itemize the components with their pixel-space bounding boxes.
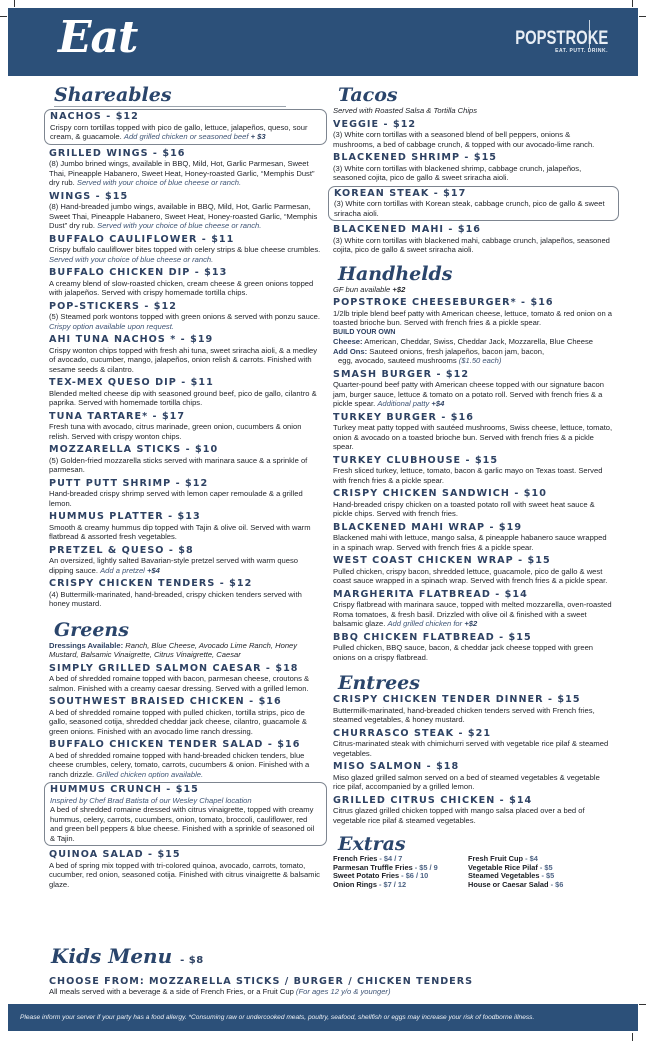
item-description [49, 312, 321, 331]
item-name: CRISPY CHICKEN SANDWICH - $10 [333, 488, 547, 499]
item-name: GRILLED WINGS - $16 [49, 147, 186, 159]
item-name: GRILLED CITRUS CHICKEN - $14 [333, 794, 533, 806]
section-title: Shareables [54, 84, 172, 106]
item-name: BBQ CHICKEN FLATBREAD - $15 [333, 631, 532, 643]
item-desc-text: Pulled chicken, BBQ sauce, bacon, & cheddar jack cheese topped with green onions on a crispy flatbread. [333, 643, 594, 662]
item-description [333, 567, 613, 586]
menu-item [49, 478, 321, 509]
item-description [333, 643, 613, 662]
crop-mark [639, 1004, 646, 1005]
item-description [333, 130, 613, 149]
item-desc-text: (4) Buttermilk-marinated, hand-breaded, crispy chicken tenders served with honey mustard. [49, 589, 302, 608]
item-description [333, 706, 613, 725]
item-description [49, 346, 321, 375]
item-desc-text: Fresh sliced turkey, lettuce, tomato, bacon & garlic mayo on Texas toast. Served with french fries & a pickle spear. [333, 466, 603, 485]
item-note-price: + $3 [250, 132, 266, 141]
item-desc-text: A bed of shredded romaine topped with hand-breaded chicken tenders, blue cheese crumbles, celery, tomato, carrots, cucumbers & onion. Finished with a ranch drizzle. [49, 750, 310, 779]
item-note: Served with your choice of blue cheese or ranch. [49, 254, 214, 264]
item-description [333, 164, 613, 183]
extra-price: - $5 [537, 862, 553, 872]
featured-menu-item [44, 109, 327, 145]
item-desc-text: (5) Steamed pork wontons topped with green onions & served with ponzu sauce. [49, 312, 321, 321]
item-description [49, 159, 321, 188]
item-name: TUNA TARTARE* - $17 [49, 410, 186, 422]
item-description [333, 533, 613, 552]
extra-item [468, 881, 608, 890]
item-note: Add grilled chicken or seasoned beef [123, 132, 249, 141]
item-desc-text: A bed of spring mix topped with tri-colored quinoa, avocado, carrots, tomato, cucumber, red onion, seasoned cotija. Finished with citrus vinaigrette & balsamic glaze. [49, 860, 320, 889]
featured-menu-item [44, 782, 327, 846]
menu-item [333, 632, 613, 663]
item-desc-text: (8) Hand-breaded jumbo wings, available in BBQ, Mild, Hot, Garlic Parmesan, Sweet Thai, Pineapple Habanero, Sweet Heat, Honey-roasted Garlic, “Memphis Dust” dry rub. [49, 202, 318, 230]
item-desc-text: Crispy flatbread with marinara sauce, topped with melted mozzarella, oven-roasted Roma tomatoes, & fresh basil. Drizzled with olive oil & finished with a sweet balsamic glaze. [333, 600, 612, 628]
item-note-price: +$4 [146, 565, 160, 575]
extra-price: - $4 / 7 [377, 854, 403, 863]
item-note: Served with your choice of blue cheese or ranch. [97, 221, 262, 230]
item-note-price: +$2 [464, 619, 478, 628]
item-desc-text: Citrus-marinated steak with chimichurri served with vegetable rice pilaf & steamed vegetables. [333, 739, 609, 758]
item-description [334, 199, 613, 218]
addon-options-cont [333, 356, 613, 366]
item-desc-text: Miso glazed grilled salmon served on a bed of steamed vegetables & vegetable rice pilaf, accompanied by a grilled lemon. [333, 772, 600, 791]
addons-list-2: egg, avocado, sauteed mushrooms [338, 356, 457, 365]
crop-mark [0, 16, 7, 17]
section-extras [333, 833, 613, 889]
divider [54, 106, 286, 107]
menu-item [49, 444, 321, 475]
item-name: HUMMUS PLATTER - $13 [49, 511, 201, 522]
item-name: CRISPY CHICKEN TENDER DINNER - $15 [333, 694, 581, 705]
item-description [49, 590, 321, 609]
section-note [333, 285, 613, 295]
menu-item [49, 849, 321, 889]
left-column [49, 84, 321, 892]
item-desc-text: A bed of shredded romaine topped with bacon, parmesan cheese, croutons & salmon. Finished with a creamy caesar dressing. Served with a grilled lemon. [49, 674, 310, 693]
item-name: TEX-MEX QUESO DIP - $11 [49, 377, 214, 388]
extra-name: Parmesan Truffle Fries [333, 862, 413, 872]
item-note: Grilled chicken option available. [96, 769, 204, 779]
menu-item-list [49, 109, 321, 609]
extras-list [333, 855, 613, 889]
menu-item [333, 119, 613, 150]
menu-item [333, 455, 613, 486]
item-note: Add a pretzel [100, 565, 145, 575]
item-desc-text: Blackened mahi with lettuce, mango salsa, & pineapple habanero sauce wrapped in a spinach wrap. Served with french fries & a pickle spear. [333, 533, 607, 552]
extra-name: Vegetable Rice Pilaf [468, 862, 538, 872]
crop-mark [14, 0, 15, 7]
section-entrees [333, 672, 613, 825]
right-column [333, 84, 613, 889]
menu-item-list [333, 369, 613, 663]
menu-item-list [333, 119, 613, 255]
item-note: Crispy option available upon request. [49, 321, 174, 331]
section-title: Entrees [338, 672, 420, 694]
section-kids-menu [49, 944, 609, 997]
section-shareables [49, 84, 321, 609]
item-desc-text: Crispy corn tortillas topped with pico de gallo, lettuce, jalapeños, queso, sour cream, & guacamole. [50, 122, 308, 141]
menu-item [49, 696, 321, 736]
item-subtitle: Inspired by Chef Brad Batista of our Wesley Chapel location [50, 795, 252, 805]
popstroke-logo [489, 28, 608, 54]
extra-name: House or Caesar Salad [468, 879, 549, 889]
item-name: WINGS - $15 [49, 190, 129, 202]
item-name: QUINOA SALAD - $15 [49, 849, 181, 860]
build-your-own-heading: BUILD YOUR OWN [333, 328, 396, 336]
item-name: MOZZARELLA STICKS - $10 [49, 444, 219, 455]
addons-list: Sauteed onions, fresh jalapeños, bacon jam, bacon, [369, 346, 545, 356]
item-note-price: +$4 [431, 399, 445, 408]
item-description [49, 556, 321, 575]
item-note: Add grilled chicken for [387, 619, 463, 628]
menu-item [333, 224, 613, 255]
item-name: BUFFALO CHICKEN DIP - $13 [49, 267, 228, 278]
item-desc-text: Crispy buffalo cauliflower bites topped with celery strips & blue cheese crumbles. [49, 245, 321, 254]
extra-price: - $6 / 10 [399, 871, 429, 881]
item-desc-text: Blended melted cheese dip with seasoned ground beef, pico de gallo, cilantro & paprika. Served with homemade tortilla chips. [49, 388, 317, 407]
item-description [50, 805, 321, 843]
item-description [333, 773, 613, 792]
crop-mark [632, 1033, 633, 1041]
item-name: CHURRASCO STEAK - $21 [333, 727, 492, 739]
page-title: Eat [58, 12, 138, 63]
featured-menu-item [328, 186, 619, 222]
item-name: BUFFALO CHICKEN TENDER SALAD - $16 [49, 739, 301, 750]
item-name: CRISPY CHICKEN TENDERS - $12 [49, 578, 253, 589]
section-handhelds [333, 263, 613, 663]
extra-price: - $7 / 12 [376, 879, 407, 889]
item-description [49, 202, 321, 231]
item-desc-text: A bed of shredded romaine topped with pulled chicken, tortilla strips, pico de gallo, seasoned cotija, shredded cheddar jack cheese, cilantro, guacamole & green onions. Finished with an avocado lime ranch dressing. [49, 707, 307, 736]
item-desc-text: Fresh tuna with avocado, citrus marinade, green onion, cucumbers & onion relish. Served with crispy wonton chips. [49, 422, 302, 441]
section-note: Served with Roasted Salsa & Tortilla Chips [333, 106, 478, 115]
addons-label: Add Ons: [333, 346, 368, 356]
item-desc-text: Pulled chicken, crispy bacon, shredded lettuce, guacamole, pico de gallo & west coast sauce wrapped in a spinach wrap. Served with french fries & a pickle spear. [333, 566, 608, 585]
menu-item [333, 152, 613, 183]
item-name: HUMMUS CRUNCH - $15 [50, 784, 199, 795]
gf-bun-note: GF bun available [333, 284, 391, 294]
item-desc-text: Smooth & creamy hummus dip topped with Tajin & olive oil. Served with warm flatbread & assorted fresh vegetables. [49, 522, 311, 541]
menu-item [333, 488, 613, 519]
item-name: BUFFALO CAULIFLOWER - $11 [49, 233, 235, 245]
item-description [333, 600, 613, 629]
item-name: BLACKENED MAHI - $16 [333, 224, 482, 235]
menu-item [49, 578, 321, 609]
menu-item [49, 377, 321, 408]
section-title: Handhelds [338, 262, 453, 285]
menu-item [333, 522, 613, 553]
item-name: AHI TUNA NACHOS * - $19 [49, 334, 214, 345]
extra-name: Fresh Fruit Cup [468, 854, 524, 863]
section-title: Tacos [338, 84, 398, 106]
menu-item-list [49, 663, 321, 890]
item-desc-text: Quarter-pound beef patty with American cheese topped with our signature bacon jam, burger sauce, lettuce & tomato on a potato roll. Served with french fries & a pickle spear. [333, 380, 605, 408]
item-description [49, 708, 321, 737]
section-title: Kids Menu [51, 944, 173, 968]
menu-item [49, 267, 321, 298]
section-title: Extras [338, 833, 406, 855]
item-description [333, 380, 613, 409]
extra-name: Sweet Potato Fries [333, 871, 400, 881]
item-name: SOUTHWEST BRAISED CHICKEN - $16 [49, 696, 282, 707]
menu-header [8, 8, 638, 76]
menu-item [333, 589, 613, 629]
item-description [50, 123, 321, 142]
item-desc-text: Turkey meat patty topped with sautéed mushrooms, Swiss cheese, lettuce, tomato, onion & avocado on a toasted brioche bun. Served with french fries & a pickle spear. [333, 423, 613, 451]
kids-title-row [49, 944, 609, 968]
item-description [49, 489, 321, 508]
allergy-disclaimer: Please inform your server if your party has a food allergy. *Consuming raw or undercooked meats, poultry, seafood, shellfish or eggs may increase your risk of foodborne illness. [20, 1014, 535, 1021]
logo-tagline: EAT. PUTT. DRINK. [555, 48, 608, 54]
menu-item [333, 728, 613, 759]
kids-desc-text: All meals served with a beverage & a side of French Fries, or a Fruit Cup [49, 987, 294, 996]
menu-item [333, 694, 613, 725]
menu-item [333, 297, 613, 366]
addons-price: ($1.50 each) [458, 356, 502, 365]
extra-price: - $6 [548, 879, 564, 889]
item-description: 1/2lb triple blend beef patty with American cheese, lettuce, tomato & red onion on a toasted brioche bun. Served with french fries & a pickle spear. [333, 308, 613, 327]
item-name: TURKEY CLUBHOUSE - $15 [333, 454, 499, 466]
extra-name: Onion Rings [333, 879, 377, 889]
item-name: MARGHERITA FLATBREAD - $14 [333, 588, 528, 600]
item-description [49, 674, 321, 693]
cheese-label: Cheese: [333, 337, 363, 346]
item-name: BLACKENED SHRIMP - $15 [333, 152, 498, 163]
extra-price: - $5 [539, 871, 555, 881]
section-title: Greens [54, 618, 129, 641]
item-description [49, 456, 321, 475]
item-description [333, 236, 613, 255]
item-desc-text: (3) White corn tortillas with Korean steak, cabbage crunch, pico de gallo & sweet sriracha aioli. [334, 199, 605, 218]
item-name: SMASH BURGER - $12 [333, 368, 470, 380]
kids-choices: CHOOSE FROM: MOZZARELLA STICKS / BURGER / CHICKEN TENDERS [49, 976, 474, 987]
item-name: VEGGIE - $12 [333, 118, 417, 130]
menu-item [49, 511, 321, 542]
menu-item [333, 555, 613, 586]
menu-item [333, 795, 613, 826]
addon-options [333, 347, 613, 357]
item-description [49, 279, 321, 298]
kids-description [49, 987, 609, 997]
item-description [49, 861, 321, 890]
dressings-label: Dressings Available: [49, 640, 124, 650]
menu-item [49, 663, 321, 694]
item-name: KOREAN STEAK - $17 [334, 187, 467, 199]
menu-item-list [333, 694, 613, 825]
menu-item [49, 739, 321, 779]
item-note: Additional patty [377, 399, 430, 408]
item-desc-text: (5) Golden-fried mozzarella sticks served with marinara sauce & a sprinkle of parmesan. [49, 455, 308, 474]
item-name: NACHOS - $12 [50, 111, 139, 122]
item-description [49, 751, 321, 780]
gf-bun-price: +$2 [392, 284, 406, 294]
item-desc-text: Citrus glazed grilled chicken topped with mango salsa placed over a bed of vegetable rice pilaf & steamed vegetables. [333, 806, 585, 825]
extra-name: Steamed Vegetables [468, 871, 540, 881]
item-name: MISO SALMON - $18 [333, 761, 460, 772]
kids-price: - $8 [180, 955, 204, 966]
extra-price: - $4 [523, 854, 538, 863]
item-desc-text: Hand-breaded crispy chicken on a toasted potato roll with sweet heat sauce & pickle chips. Served with french fries. [333, 499, 595, 518]
item-description [49, 389, 321, 408]
item-description [333, 423, 613, 452]
item-desc-text: A creamy blend of slow-roasted chicken, cream cheese & green onions topped with jalapeños. Served with crispy homemade tortilla chips. [49, 278, 314, 297]
item-desc-text: A bed of shredded romaine dressed with citrus vinaigrette, topped with creamy hummus, celery, carrots, cucumbers, onion, tomato, broccoli, cauliflower, red and green bell peppers & blue cheese. Finished with a sprinkle of seasoned oil & Tajin. [50, 805, 315, 843]
menu-item [49, 301, 321, 332]
item-name: POP-STICKERS - $12 [49, 300, 177, 312]
item-desc-text: Buttermilk-marinated, hand-breaded chicken tenders served with French fries, steamed vegetables, & honey mustard. [333, 705, 595, 724]
item-name: PUTT PUTT SHRIMP - $12 [49, 477, 209, 489]
item-description [333, 466, 613, 485]
item-desc-text: (3) White corn tortillas with blackened mahi, cabbage crunch, jalapeños, seasoned cojita, pico de gallo & sweet sriracha aioli. [333, 235, 610, 254]
item-desc-text: Crispy wonton chips topped with fresh ahi tuna, sweet sriracha aioli, & a medley of avocado, cucumber, mango, jalapeños, onion relish & carrots. Finished with sesame seeds & cilantro. [49, 345, 318, 374]
item-name: SIMPLY GRILLED SALMON CAESAR - $18 [49, 662, 299, 674]
item-name: WEST COAST CHICKEN WRAP - $15 [333, 555, 551, 566]
crop-mark [639, 16, 646, 17]
item-desc-text: (8) Jumbo brined wings, available in BBQ, Mild, Hot, Garlic Parmesan, Sweet Thai, Pineapple Habanero, Sweet Heat, Honey-roasted Garlic, “Memphis Dust” dry rub. [49, 159, 315, 187]
section-greens [49, 619, 321, 890]
menu-item [333, 761, 613, 792]
dressings-note [49, 641, 321, 660]
section-tacos [333, 84, 613, 255]
menu-item [333, 369, 613, 409]
item-description [333, 806, 613, 825]
cheese-list: American, Cheddar, Swiss, Cheddar Jack, Mozzarella, Blue Cheese [364, 337, 594, 346]
item-name: BLACKENED MAHI WRAP - $19 [333, 521, 523, 533]
dressings-list: Ranch, Blue Cheese, Avocado Lime Ranch, Honey Mustard, Balsamic Vinaigrette, Citrus Vinaigrette, Caesar [49, 640, 298, 659]
kids-age-note: (For ages 12 y/o & younger) [295, 987, 391, 996]
menu-item [49, 334, 321, 374]
item-description [49, 523, 321, 542]
extra-name: French Fries [333, 854, 378, 863]
extra-item [333, 881, 468, 890]
item-desc-text: Hand-breaded crispy shrimp served with lemon caper remoulade & a grilled lemon. [49, 489, 303, 508]
crop-mark [632, 0, 633, 7]
cheese-options [333, 337, 613, 347]
allergy-footer [8, 1004, 638, 1031]
item-desc-text: (3) White corn tortillas with a seasoned blend of bell peppers, onions & mushrooms, a bed of cabbage crunch, & topped with our avocado-lime ranch. [333, 130, 595, 149]
extra-price: - $5 / 9 [412, 862, 438, 872]
item-name: PRETZEL & QUESO - $8 [49, 544, 194, 556]
item-note: Served with your choice of blue cheese or ranch. [76, 178, 242, 187]
item-desc-text: An oversized, lightly salted Bavarian-style pretzel served with warm queso dipping sauce. [49, 556, 299, 575]
menu-item [49, 191, 321, 231]
menu-item [333, 412, 613, 452]
item-description [333, 500, 613, 519]
item-name: POPSTROKE CHEESEBURGER* - $16 [333, 297, 554, 308]
item-description [333, 739, 613, 758]
menu-item [49, 411, 321, 442]
logo-wordmark: POPSTROKE [514, 28, 608, 49]
item-description [49, 245, 321, 264]
item-desc-text: (3) White corn tortillas with blackened shrimp, cabbage crunch, jalapeños, seasoned cojita, pico de gallo & sweet sriracha aioli. [333, 163, 582, 182]
menu-item [49, 545, 321, 576]
menu-item [49, 234, 321, 265]
item-name: TURKEY BURGER - $16 [333, 411, 474, 423]
menu-item [49, 148, 321, 188]
item-description [49, 422, 321, 441]
